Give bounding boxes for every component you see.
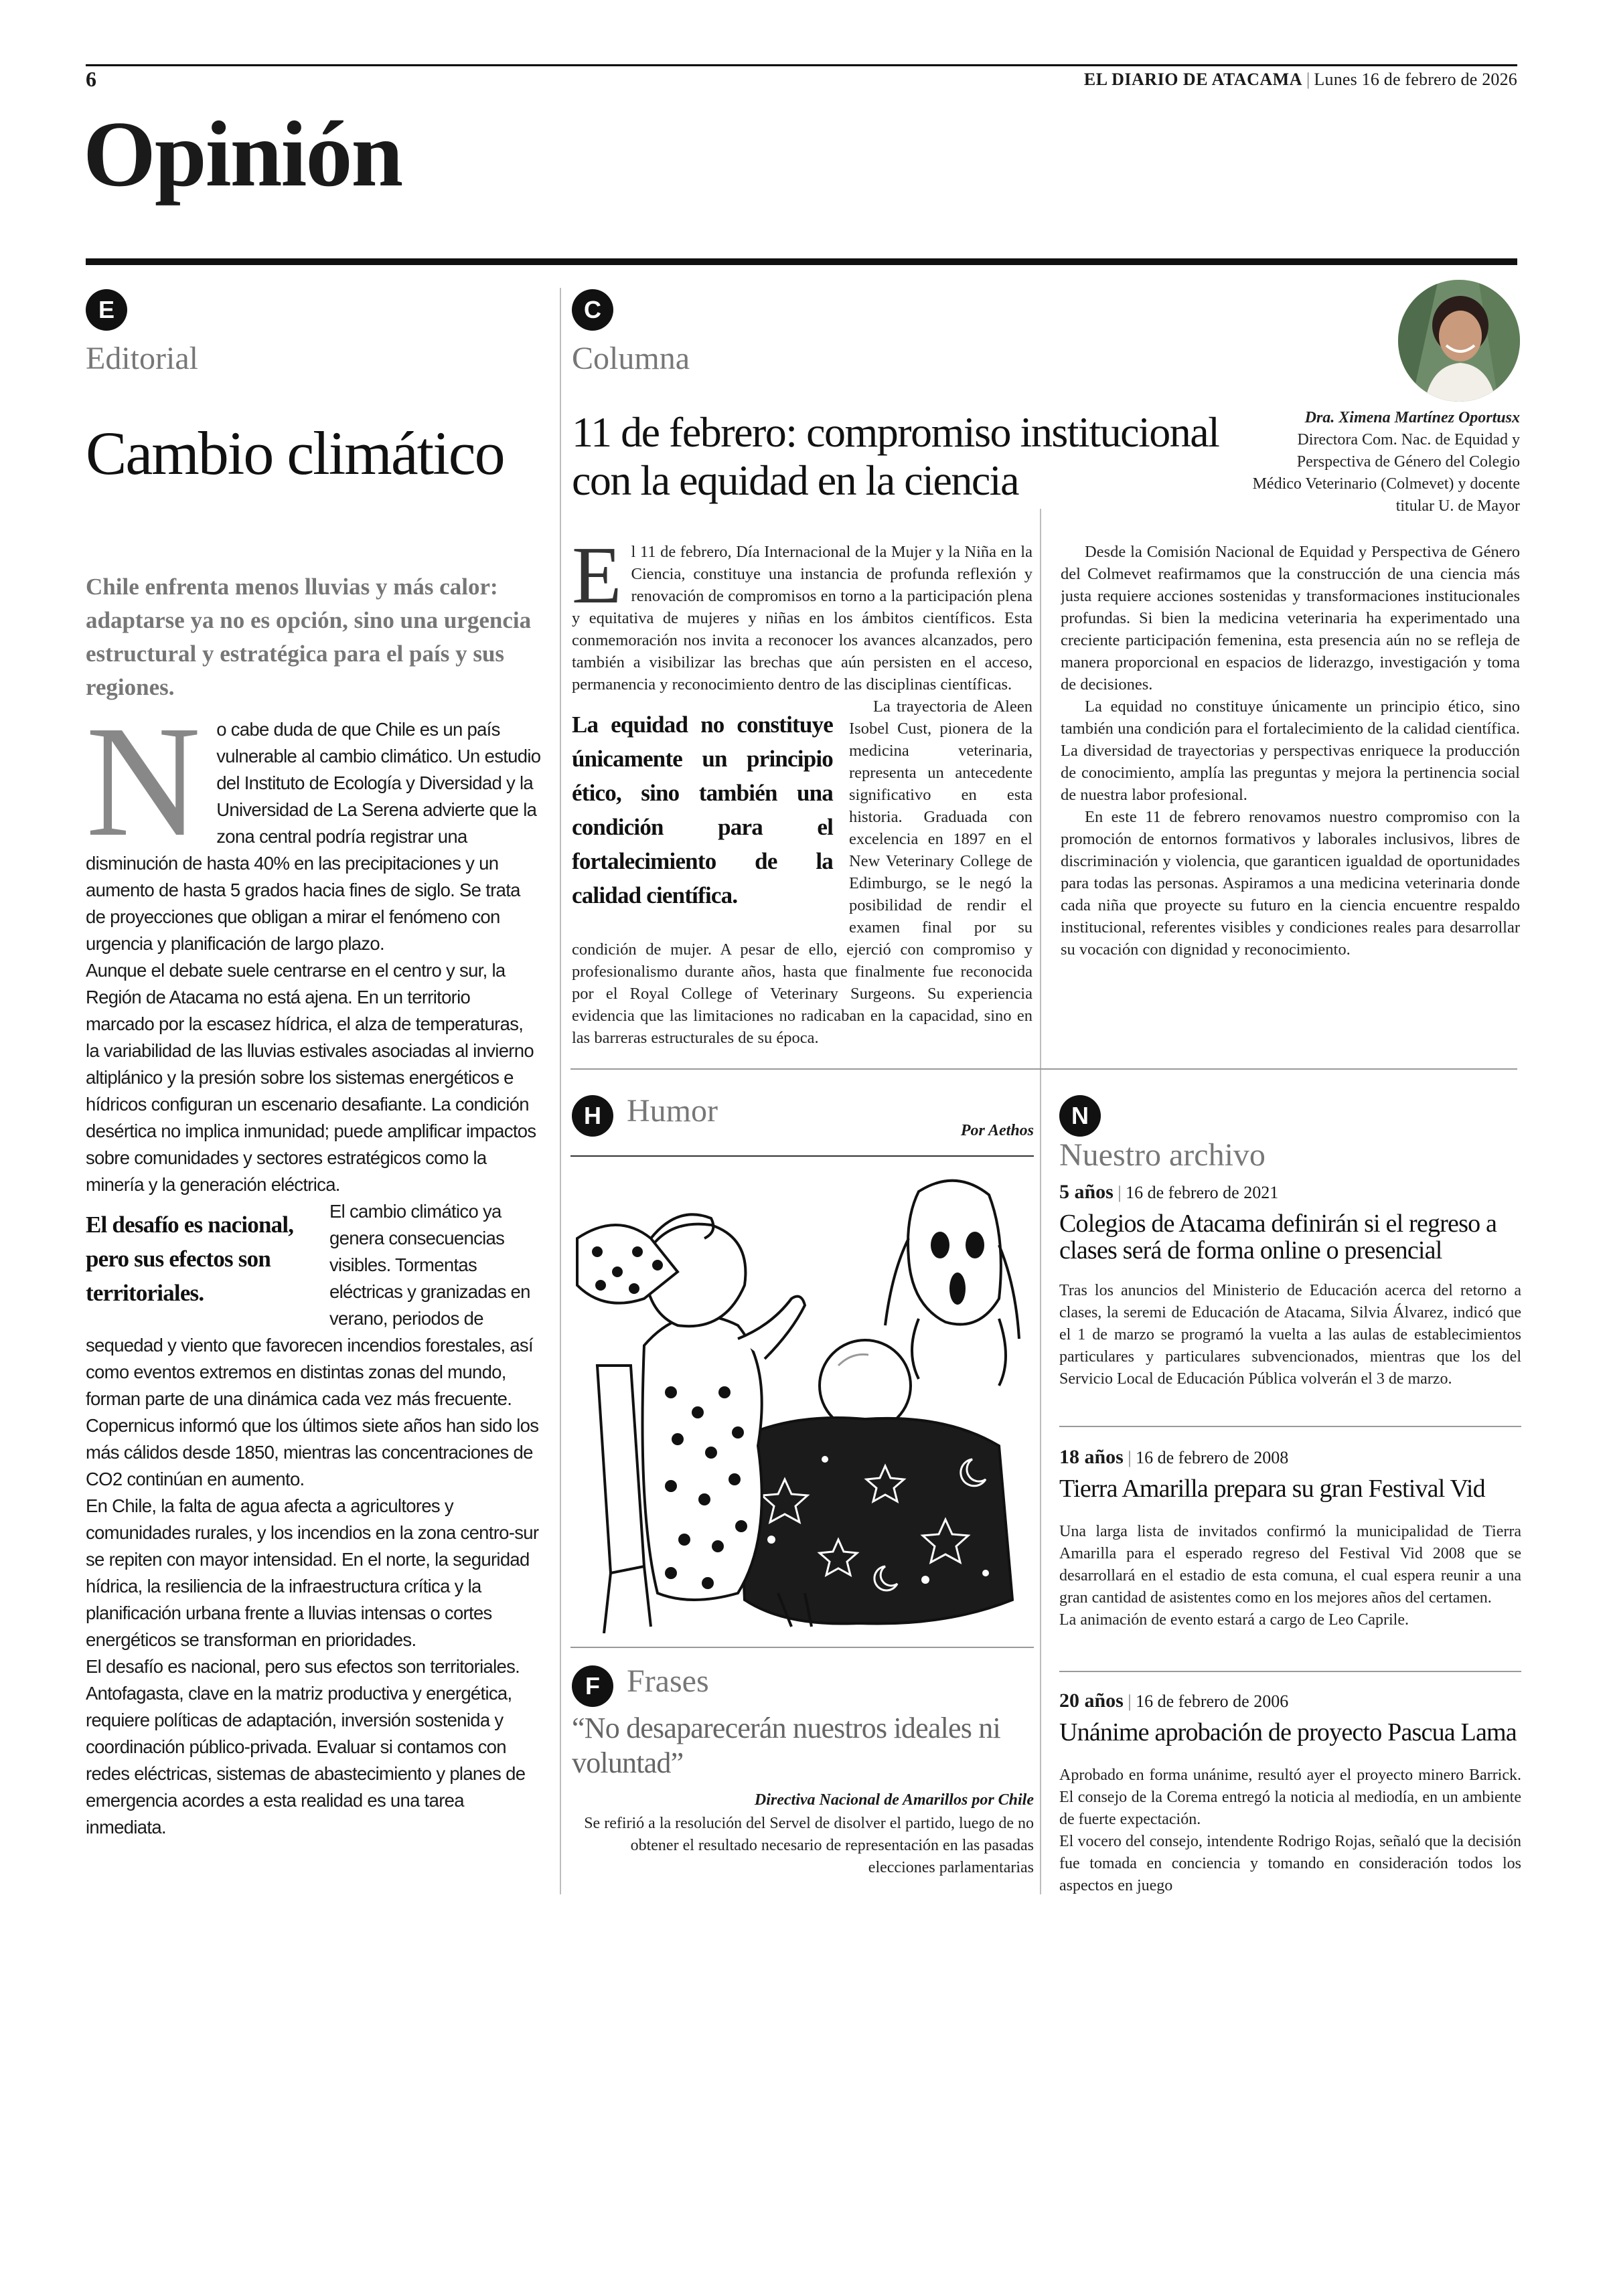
archive-label: Nuestro archivo (1059, 1137, 1266, 1173)
column-paragraph: La trayectoria de Aleen Isobel Cust, pionera de la medicina veterinaria, representa un antecedente significativo en esta historia. Graduada con excelencia en 1897 en el New Veterinary College de Edimburgo, se le negó la posibilidad de rendir el examen final por su condición de mujer. A pesar de ello, ejerció con compromiso y profesionalismo durante años, hasta que finalmente fue reconocida por el Royal College of Veterinary Surgeons. Su experiencia evidencia que las limitaciones no radicaban en la capacidad, sino en las barreras estructurales de su época. (572, 698, 1032, 1047)
archive-paragraph: La animación de evento estará a cargo de Leo Caprile. (1059, 1611, 1409, 1629)
archive-entry-meta: 18 años | 16 de febrero de 2008 (1059, 1446, 1289, 1468)
column-paragraph: En este 11 de febrero renovamos nuestro compromiso con la promoción de entornos formativos y laborales inclusivos, libres de discriminación y violencia, que garanticen igualdad de oportunidades para todas las personas. Aspiramos a una medicina veterinaria donde cada niña que proyecte su futuro en la ciencia encuentre respaldo institucional, referentes visibles y condiciones reales para desarrollar su vocación con dignidad y reconocimiento. (1061, 808, 1520, 959)
page-number: 6 (86, 67, 96, 91)
archive-entry-title: Tierra Amarilla prepara su gran Festival Vid (1059, 1475, 1485, 1503)
humor-bottom-rule (570, 1647, 1034, 1648)
author-role: Directora Com. Nac. de Equidad y Perspectiva de Género del Colegio Médico Veterinario (Colmevet) y docente titular U. de Mayor (1252, 431, 1520, 515)
author-byline (1245, 407, 1520, 517)
archive-entry-title: Colegios de Atacama definirán si el regreso a clases será de forma online o presencial (1059, 1210, 1497, 1264)
archive-years: 5 años (1059, 1181, 1114, 1203)
column-body-left (572, 541, 1032, 1050)
archive-entry-body (1059, 1521, 1521, 1631)
column-divider (560, 288, 561, 1894)
archive-years: 20 años (1059, 1690, 1124, 1712)
column-headline: 11 de febrero: compromiso institucional con la equidad en la ciencia (572, 408, 1219, 504)
section-title: Opinión (83, 102, 402, 206)
humor-label: Humor (627, 1093, 718, 1129)
editorial-paragraph: o cabe duda de que Chile es un país vulnerable al cambio climático. Un estudio del Instituto de Ecología y Diversidad y la Universidad de La Serena advierte que la zona central podría registrar una disminución de hasta 40% en las precipitaciones y un aumento de hasta 5 grados hacia fines de siglo. Se trata de proyecciones que obligan a mirar el fenómeno con urgencia y planificación de largo plazo. (86, 719, 541, 954)
editorial-paragraph: En Chile, la falta de agua afecta a agricultores y comunidades rurales, y los incendios en la zona centro-sur se repiten con mayor intensidad. En el norte, la seguridad hídrica, la resiliencia de la infraestructura crítica y la planificación urbana frente a lluvias intensas o cortes energéticos se transforman en prioridades. (86, 1495, 539, 1650)
column-paragraph: La equidad no constituye únicamente un principio ético, sino también una condición para el fortalecimiento de la calidad científica. La diversidad de trayectorias y perspectivas enriquece la producción de conocimiento, amplía las preguntas y mejora la pertinencia social de nuestra labor profesional. (1061, 698, 1520, 804)
frases-context: Se refirió a la resolución del Servel de disolver el partido, luego de no obtener el resultado necesario de representación en las pasadas elecciones parlamentarias (584, 1815, 1034, 1876)
archive-entry-meta: 5 años | 16 de febrero de 2021 (1059, 1181, 1279, 1203)
column-paragraph: l 11 de febrero, Día Internacional de la Mujer y la Niña en la Ciencia, constituye una instancia de profunda reflexión y renovación de compromisos en torno a la participación plena y equitativa de mujeres y niñas en los ámbitos científicos. Esta conmemoración nos invita a reconocer los avances alcanzados, pero también a visibilizar las brechas que aún persisten en el acceso, permanencia y reconocimiento dentro de las disciplinas científicas. (572, 543, 1032, 693)
editorial-pull-quote: El desafío es nacional, pero sus efectos son territoriales. (86, 1212, 294, 1306)
column-divider (1040, 509, 1041, 1894)
archive-paragraph: Aprobado en forma unánime, resultó ayer el proyecto minero Barrick. El consejo de la Corema entregó la noticia al mediodía, en un ambiente de fuerte expectación. (1059, 1767, 1521, 1828)
frases-attribution: Directiva Nacional de Amarillos por Chile (754, 1791, 1034, 1809)
header-rule (86, 64, 1517, 66)
column-paragraph: Desde la Comisión Nacional de Equidad y Perspectiva de Género del Colmevet reafirmamos que la construcción de una ciencia más justa requiere acciones sostenidas y transformaciones institucionales profundas. Si bien la medicina veterinaria ha experimentado una creciente participación femenina, esta presencia aún no se refleja de manera proporcional en espacios de liderazgo, investigación y toma de decisiones. (1061, 543, 1520, 693)
editorial-label: Editorial (86, 341, 198, 376)
column-dropcap: E (572, 541, 622, 621)
archive-years: 18 años (1059, 1446, 1124, 1468)
archive-badge: N (1059, 1095, 1101, 1137)
humor-cartoon (570, 1165, 1034, 1633)
archive-entry-body (1059, 1765, 1521, 1897)
archive-date: 16 de febrero de 2006 (1136, 1692, 1289, 1711)
author-photo (1398, 280, 1520, 402)
section-rule (86, 258, 1517, 265)
archive-rule (1059, 1671, 1521, 1672)
column-pull-quote: La equidad no constituye únicamente un principio ético, sino también una condición para el fortalecimiento de la calidad científica. (572, 712, 833, 908)
editorial-lead: Chile enfrenta menos lluvias y más calor: adaptarse ya no es opción, sino una urgencia estructural y estratégica para el país y sus regiones. (86, 574, 532, 700)
editorial-paragraph: El desafío es nacional, pero sus efectos son territoriales. Antofagasta, clave en la matriz productiva y energética, requiere políticas de adaptación, inversión sostenida y coordinación público-privada. Evaluar si contamos con redes eléctricas, sistemas de abastecimiento y planes de emergencia acordes a esta realidad es una tarea inmediata. (86, 1656, 526, 1837)
archive-paragraph: Una larga lista de invitados confirmó la municipalidad de Tierra Amarilla para el esperado regreso del Festival Vid 2008 que se desarrollará en el estadio de esta comuna, el cual espera reunir a una gran cantidad de asistentes como en los mejores años del certamen. (1059, 1523, 1521, 1607)
column-bottom-rule (570, 1068, 1517, 1070)
column-label: Columna (572, 341, 690, 376)
frases-badge: F (572, 1665, 613, 1707)
archive-entry-meta: 20 años | 16 de febrero de 2006 (1059, 1690, 1289, 1712)
author-name: Dra. Ximena Martínez Oportusx (1304, 409, 1520, 426)
frases-quote: “No desaparecerán nuestros ideales ni voluntad” (572, 1712, 1000, 1779)
editorial-body (86, 716, 541, 1894)
humor-credit: Por Aethos (960, 1122, 1034, 1139)
editorial-badge: E (86, 289, 127, 331)
column-body-right (1061, 541, 1520, 1056)
fortune-teller-cartoon-icon (570, 1165, 1034, 1633)
editorial-dropcap: N (86, 716, 201, 870)
archive-date: 16 de febrero de 2021 (1126, 1183, 1279, 1202)
issue-date: Lunes 16 de febrero de 2026 (1314, 70, 1517, 89)
editorial-paragraph: Aunque el debate suele centrarse en el centro y sur, la Región de Atacama no está ajena. En un territorio marcado por la escasez hídrica, el alza de temperaturas, la variabilidad de las lluvias estivales asociadas al invierno altiplánico y la presión sobre los sistemas energéticos e hídricos configuran un escenario desafiante. La condición desértica no implica inmunidad; puede amplificar impactos sobre comunidades y sectores estratégicos como la minería y la generación eléctrica. (86, 960, 536, 1195)
humor-rule (570, 1155, 1034, 1157)
archive-rule (1059, 1426, 1521, 1427)
author-portrait-icon (1398, 280, 1520, 402)
archive-entry-body (1059, 1280, 1521, 1390)
newspaper-name: EL DIARIO DE ATACAMA (1083, 70, 1303, 89)
masthead: EL DIARIO DE ATACAMA | Lunes 16 de febrero de 2026 (1083, 70, 1517, 89)
archive-paragraph: El vocero del consejo, intendente Rodrigo Rojas, señaló que la decisión fue tomada en conciencia y tomando en consideración todos los aspectos en juego (1059, 1833, 1521, 1894)
archive-entry-title: Unánime aprobación de proyecto Pascua Lama (1059, 1718, 1517, 1746)
archive-date: 16 de febrero de 2008 (1136, 1448, 1289, 1467)
archive-paragraph: Tras los anuncios del Ministerio de Educación acerca del retorno a clases, la seremi de Educación de Atacama, Silvia Álvarez, indicó que el 1 de marzo se programó la vuelta a las aulas de establecimientos particulares y particulares subvencionados, mientras que los del Servicio Local de Educación Pública volverán el 3 de marzo. (1059, 1282, 1521, 1388)
humor-badge: H (572, 1095, 613, 1137)
editorial-headline: Cambio climático (86, 419, 504, 487)
editorial-paragraph: El cambio climático ya genera consecuencias visibles. Tormentas eléctricas y granizadas en verano, periodos de sequedad y viento que favorecen incendios forestales, así como eventos extremos en distintas zonas del mundo, forman parte de una dinámica cada vez más frecuente. Copernicus informó que los últimos siete años han sido los más cálidos desde 1850, mientras las concentraciones de CO2 continúan en aumento. (86, 1201, 539, 1489)
frases-label: Frases (627, 1663, 709, 1699)
column-badge: C (572, 289, 613, 331)
